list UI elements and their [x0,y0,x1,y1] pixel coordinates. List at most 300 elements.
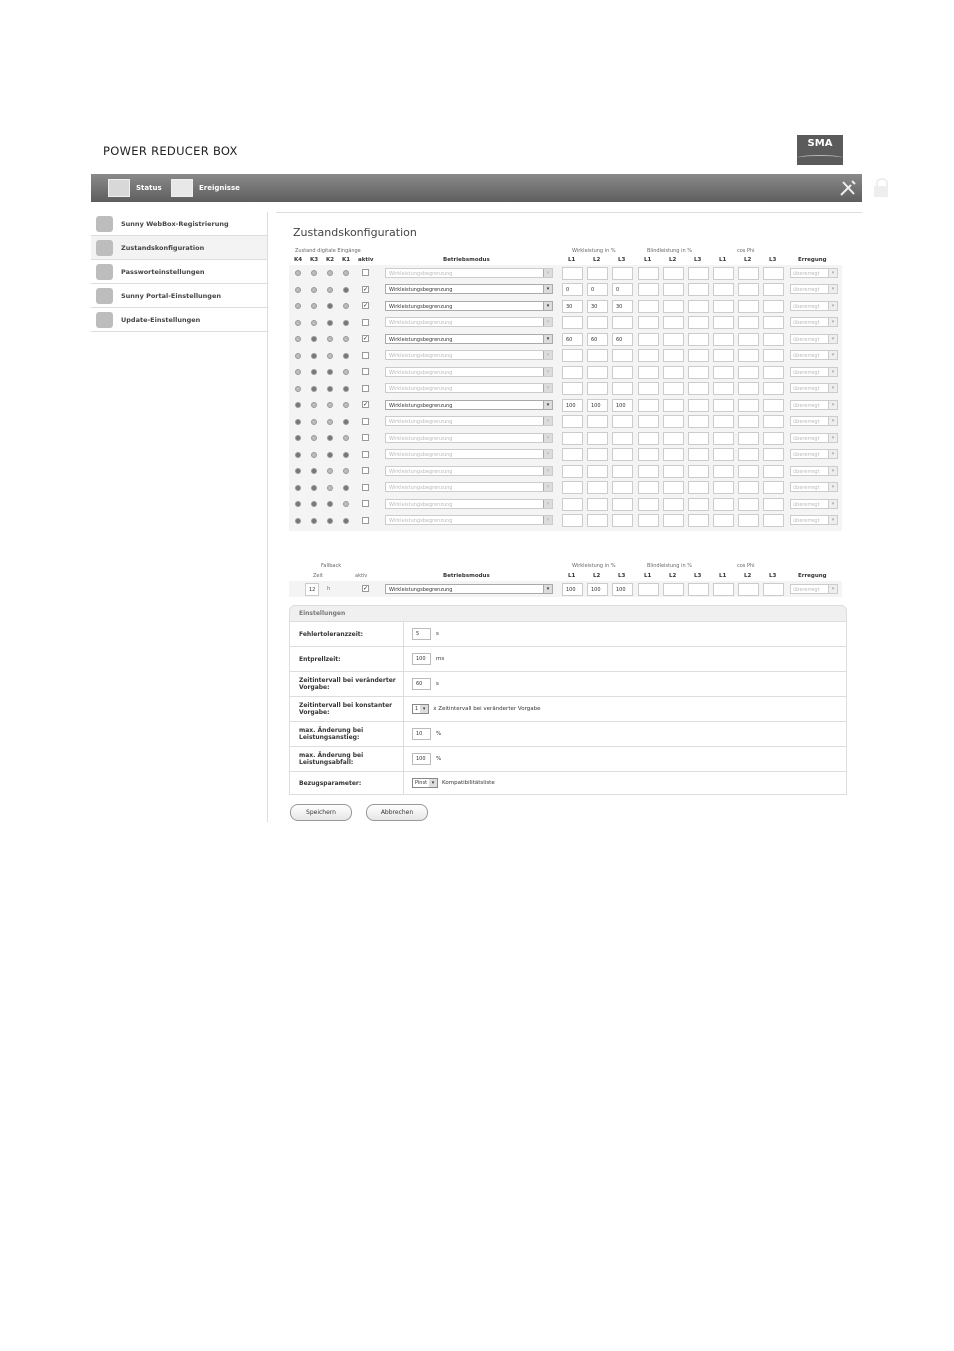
mode-select[interactable]: Wirkleistungsbegrenzung ▾ [385,301,553,311]
power-input[interactable] [738,432,759,445]
power-input[interactable] [612,366,633,379]
power-input[interactable] [763,366,784,379]
power-input[interactable] [638,514,659,527]
power-input[interactable] [612,415,633,428]
power-input[interactable] [587,349,608,362]
active-checkbox[interactable] [362,434,369,441]
power-input[interactable] [738,415,759,428]
power-input[interactable] [713,514,734,527]
power-input[interactable] [612,382,633,395]
power-input[interactable]: 0 [562,283,583,296]
power-input[interactable] [763,481,784,494]
power-input[interactable] [738,267,759,280]
power-input[interactable] [612,498,633,511]
power-input[interactable] [638,498,659,511]
input-state-led [343,270,349,276]
power-input[interactable] [713,267,734,280]
power-input[interactable] [763,333,784,346]
mode-select[interactable]: Wirkleistungsbegrenzung ▾ [385,317,553,327]
power-input[interactable]: 100 [612,583,633,596]
power-input[interactable]: 100 [587,399,608,412]
mode-select[interactable]: Wirkleistungsbegrenzung ▾ [385,584,553,594]
sidebar-item-1[interactable] [91,236,267,260]
mode-select[interactable]: Wirkleistungsbegrenzung ▾ [385,350,553,360]
power-input[interactable] [638,316,659,329]
power-input[interactable] [738,498,759,511]
fallback-time-input[interactable]: 12 [305,583,319,596]
power-input[interactable] [688,415,709,428]
power-input[interactable] [738,283,759,296]
table-row [289,382,842,399]
active-checkbox[interactable] [362,467,369,474]
power-input[interactable] [713,349,734,362]
col-l1-0: L1 [568,257,576,263]
power-input[interactable] [738,399,759,412]
power-input[interactable] [763,415,784,428]
power-input[interactable] [562,382,583,395]
power-input[interactable] [612,481,633,494]
power-input[interactable] [738,316,759,329]
power-input[interactable] [587,448,608,461]
power-input[interactable] [738,349,759,362]
power-input[interactable] [763,382,784,395]
power-input[interactable] [763,349,784,362]
power-input[interactable] [738,481,759,494]
power-input[interactable] [663,415,684,428]
active-checkbox[interactable]: ✓ [363,302,369,309]
power-input[interactable] [713,465,734,478]
power-input[interactable] [562,415,583,428]
mode-select[interactable]: Wirkleistungsbegrenzung ▾ [385,449,553,459]
col-l1-3: L1 [644,257,652,263]
power-input[interactable] [738,583,759,596]
settings-select[interactable]: Pinst ▾ [412,778,438,788]
power-input[interactable] [587,366,608,379]
power-input[interactable] [763,514,784,527]
power-input[interactable]: 0 [612,283,633,296]
power-input[interactable] [562,366,583,379]
input-state-led [311,501,317,507]
settings-unit: ms [436,656,445,662]
power-input[interactable] [562,514,583,527]
mode-select[interactable]: Wirkleistungsbegrenzung ▾ [385,383,553,393]
input-state-led [327,485,333,491]
input-state-led [311,320,317,326]
power-input[interactable] [638,481,659,494]
power-input[interactable] [713,366,734,379]
input-state-led [343,402,349,408]
excitation-select[interactable]: übererregt ▾ [790,416,838,426]
power-input[interactable] [763,448,784,461]
active-checkbox[interactable]: ✓ [363,401,369,408]
fallback-time-label: Zeit [313,573,323,579]
power-input[interactable] [638,300,659,313]
input-state-led [295,353,301,359]
input-state-led [311,353,317,359]
input-state-led [343,419,349,425]
settings-value [403,772,846,794]
events-button[interactable]: Ereignisse [171,180,240,196]
col-l1-6: L1 [719,257,727,263]
power-input[interactable] [663,583,684,596]
sidebar-item-label: Sunny Portal-Einstellungen [121,291,221,300]
col-l2-1: L2 [593,573,601,579]
power-input[interactable]: 100 [587,583,608,596]
power-input[interactable] [587,382,608,395]
mode-select[interactable]: Wirkleistungsbegrenzung ▾ [385,400,553,410]
excitation-select[interactable]: übererregt ▾ [790,499,838,509]
sidebar-item-0[interactable] [91,212,267,236]
mode-select[interactable]: Wirkleistungsbegrenzung ▾ [385,416,553,426]
power-input[interactable] [688,366,709,379]
power-input[interactable] [663,399,684,412]
power-input[interactable] [562,316,583,329]
power-input[interactable] [688,283,709,296]
settings-title: Einstellungen [289,605,847,622]
power-input[interactable]: 100 [612,399,633,412]
active-power-group-label: Wirkleistung in % [572,248,616,254]
excitation-select[interactable]: übererregt ▾ [790,466,838,476]
mode-select[interactable]: Wirkleistungsbegrenzung ▾ [385,466,553,476]
power-input[interactable] [612,465,633,478]
power-input[interactable] [688,481,709,494]
power-input[interactable] [663,283,684,296]
dropdown-arrow-icon: ▾ [828,368,837,376]
power-input[interactable]: 100 [562,583,583,596]
active-checkbox[interactable] [362,451,369,458]
power-input[interactable] [587,415,608,428]
power-input[interactable] [663,498,684,511]
power-input[interactable] [688,432,709,445]
settings-value [403,747,846,771]
top-toolbar [91,174,939,202]
fallback-reactive-power-label: Blindleistung in % [647,563,692,569]
excitation-select[interactable]: übererregt ▾ [790,367,838,377]
col-l3-5: L3 [694,573,702,579]
power-input[interactable] [713,283,734,296]
power-input[interactable] [663,316,684,329]
active-checkbox[interactable]: ✓ [363,335,369,342]
power-input[interactable] [763,399,784,412]
active-checkbox[interactable] [362,368,369,375]
input-state-led [311,485,317,491]
input-state-led [295,320,301,326]
power-input[interactable] [638,349,659,362]
col-mode: Betriebsmodus [443,257,490,263]
power-input[interactable] [663,382,684,395]
col-l2-7: L2 [744,257,752,263]
power-input[interactable] [713,415,734,428]
dropdown-arrow-icon: ▾ [828,351,837,359]
power-input[interactable] [562,432,583,445]
power-input[interactable] [688,333,709,346]
power-input[interactable]: 60 [612,333,633,346]
active-checkbox[interactable]: ✓ [363,285,369,293]
power-input[interactable] [713,481,734,494]
power-input[interactable] [713,300,734,313]
dropdown-arrow-icon: ▾ [828,417,837,425]
excitation-select[interactable]: übererregt ▾ [790,268,838,278]
settings-label: Bezugsparameter: [299,779,362,787]
active-checkbox[interactable] [362,319,369,326]
power-input[interactable] [638,583,659,596]
power-input[interactable] [688,514,709,527]
excitation-select[interactable]: übererregt ▾ [790,449,838,459]
power-input[interactable] [663,465,684,478]
power-input[interactable] [763,316,784,329]
panel-top-border [276,212,862,213]
input-state-led [327,320,333,326]
power-input[interactable] [763,432,784,445]
power-input[interactable]: 60 [587,333,608,346]
input-state-led [343,386,349,392]
power-input[interactable] [663,349,684,362]
power-input[interactable]: 30 [562,300,583,313]
mode-select[interactable]: Wirkleistungsbegrenzung ▾ [385,284,553,294]
power-input[interactable] [738,300,759,313]
fallback-aktiv-label: aktiv [355,573,368,579]
power-input[interactable] [562,465,583,478]
power-input[interactable] [763,283,784,296]
power-input[interactable] [713,448,734,461]
table-row [289,283,842,300]
power-input[interactable] [562,481,583,494]
excitation-select[interactable]: übererregt ▾ [790,482,838,492]
power-input[interactable] [663,267,684,280]
power-input[interactable] [638,432,659,445]
power-input[interactable] [663,448,684,461]
power-input[interactable] [587,498,608,511]
table-row [289,582,842,599]
input-state-led [295,270,301,276]
power-input[interactable] [688,382,709,395]
power-input[interactable] [638,366,659,379]
power-input[interactable] [562,448,583,461]
active-checkbox[interactable] [362,517,369,524]
active-checkbox[interactable] [362,484,369,491]
active-checkbox[interactable] [362,269,369,276]
power-input[interactable]: 30 [612,300,633,313]
col-l1-0: L1 [568,573,576,579]
mode-select[interactable]: Wirkleistungsbegrenzung ▾ [385,334,553,344]
power-input[interactable] [612,267,633,280]
dropdown-arrow-icon: ▾ [828,384,837,392]
excitation-select[interactable]: übererregt ▾ [790,350,838,360]
settings-input[interactable]: 100 [412,653,431,665]
power-input[interactable] [638,448,659,461]
excitation-select[interactable]: übererregt ▾ [790,383,838,393]
active-checkbox[interactable] [362,418,369,425]
power-input[interactable]: 100 [562,399,583,412]
power-input[interactable]: 30 [587,300,608,313]
excitation-select[interactable]: übererregt ▾ [790,334,838,344]
cosphi-group-label: cos Phi [737,248,755,254]
power-input[interactable] [638,382,659,395]
input-state-led [327,353,333,359]
col-l3-5: L3 [694,257,702,263]
power-input[interactable] [713,583,734,596]
power-input[interactable] [562,498,583,511]
reactive-power-group-label: Blindleistung in % [647,248,692,254]
sidebar-item-4[interactable] [91,308,267,332]
power-input[interactable] [663,333,684,346]
sidebar-item-2[interactable] [91,260,267,284]
col-l2-1: L2 [593,257,601,263]
mode-select[interactable]: Wirkleistungsbegrenzung ▾ [385,482,553,492]
input-state-led [327,518,333,524]
power-input[interactable] [713,316,734,329]
save-button[interactable]: Speichern [290,804,352,821]
active-checkbox[interactable] [362,385,369,392]
settings-input[interactable]: 5 [412,628,431,640]
settings-unit: s [436,631,439,637]
input-state-led [295,402,301,408]
power-input[interactable] [562,267,583,280]
power-input[interactable] [763,498,784,511]
power-input[interactable] [663,366,684,379]
settings-input[interactable]: 100 [412,753,431,765]
dropdown-arrow-icon: ▾ [828,467,837,475]
wrench-icon[interactable] [839,179,857,197]
power-input[interactable] [663,432,684,445]
power-input[interactable] [688,583,709,596]
power-input[interactable] [763,300,784,313]
power-input[interactable] [688,465,709,478]
power-input[interactable] [612,448,633,461]
power-input[interactable] [738,333,759,346]
webbox-icon [96,216,113,232]
power-input[interactable] [612,432,633,445]
power-input[interactable] [638,399,659,412]
power-input[interactable] [638,415,659,428]
input-state-led [327,468,333,474]
dropdown-arrow-icon: ▾ [543,384,552,392]
power-input[interactable] [562,349,583,362]
input-state-led [327,287,333,293]
power-input[interactable] [688,399,709,412]
mode-select[interactable]: Wirkleistungsbegrenzung ▾ [385,499,553,509]
dropdown-arrow-icon: ▾ [543,335,552,343]
input-state-led [295,369,301,375]
power-input[interactable] [738,382,759,395]
settings-select[interactable]: 1 ▾ [412,704,429,714]
active-checkbox[interactable] [362,352,369,359]
excitation-select[interactable]: übererregt ▾ [790,284,838,294]
settings-input[interactable]: 10 [412,728,431,740]
power-input[interactable] [663,481,684,494]
input-state-led [295,518,301,524]
power-input[interactable] [738,448,759,461]
input-state-led [327,402,333,408]
active-checkbox[interactable]: ✓ [363,585,369,592]
excitation-select[interactable]: übererregt ▾ [790,317,838,327]
power-input[interactable] [688,498,709,511]
table-row [289,415,842,432]
power-input[interactable] [713,432,734,445]
power-input[interactable] [587,514,608,527]
sidebar-item-label: Sunny WebBox-Registrierung [121,219,229,228]
power-input[interactable] [713,382,734,395]
power-input[interactable] [688,300,709,313]
mode-select[interactable]: Wirkleistungsbegrenzung ▾ [385,433,553,443]
excitation-select[interactable]: übererregt ▾ [790,433,838,443]
power-input[interactable] [713,399,734,412]
power-input[interactable] [713,498,734,511]
logout-button[interactable]: Abmelden [899,183,939,191]
dropdown-arrow-icon: ▾ [543,417,552,425]
calendar-icon [171,179,193,197]
settings-input[interactable]: 60 [412,678,431,690]
power-input[interactable] [612,349,633,362]
power-input[interactable] [587,481,608,494]
cancel-button[interactable]: Abbrechen [366,804,428,821]
excitation-select[interactable]: übererregt ▾ [790,584,838,594]
power-input[interactable]: 60 [562,333,583,346]
power-input[interactable] [587,267,608,280]
input-state-led [311,386,317,392]
power-input[interactable] [738,514,759,527]
sidebar-item-3[interactable] [91,284,267,308]
input-state-led [343,435,349,441]
power-input[interactable] [738,366,759,379]
settings-unit: s [436,681,439,687]
power-input[interactable] [587,316,608,329]
mode-select[interactable]: Wirkleistungsbegrenzung ▾ [385,268,553,278]
input-state-led [311,419,317,425]
settings-value [403,722,846,746]
power-input[interactable] [738,465,759,478]
power-input[interactable] [587,432,608,445]
power-input[interactable] [612,514,633,527]
power-input[interactable] [763,583,784,596]
power-input[interactable] [638,465,659,478]
input-state-led [295,287,301,293]
dropdown-arrow-icon: ▾ [543,302,552,310]
settings-label: Fehlertoleranzzeit: [299,630,364,638]
power-input[interactable] [763,267,784,280]
fallback-cosphi-label: cos Phi [737,563,755,569]
active-checkbox[interactable] [362,500,369,507]
power-input[interactable] [638,283,659,296]
power-input[interactable] [688,349,709,362]
power-input[interactable] [688,267,709,280]
status-button[interactable]: Status [108,180,162,196]
power-input[interactable] [638,333,659,346]
input-state-led [343,485,349,491]
excitation-select[interactable]: übererregt ▾ [790,400,838,410]
mode-select[interactable]: Wirkleistungsbegrenzung ▾ [385,515,553,525]
col-l1-3: L1 [644,573,652,579]
sidebar-divider [267,212,268,822]
power-input[interactable] [713,333,734,346]
power-input[interactable] [638,267,659,280]
mode-select[interactable]: Wirkleistungsbegrenzung ▾ [385,367,553,377]
power-input[interactable] [587,465,608,478]
power-input[interactable] [612,316,633,329]
table-row [289,332,842,349]
power-input[interactable]: 0 [587,283,608,296]
power-input[interactable] [663,514,684,527]
power-input[interactable] [688,448,709,461]
power-input[interactable] [763,465,784,478]
power-input[interactable] [663,300,684,313]
power-input[interactable] [688,316,709,329]
input-state-led [311,402,317,408]
excitation-select[interactable]: übererregt ▾ [790,515,838,525]
excitation-select[interactable]: übererregt ▾ [790,301,838,311]
lock-icon [96,264,113,280]
sidebar [91,212,267,332]
